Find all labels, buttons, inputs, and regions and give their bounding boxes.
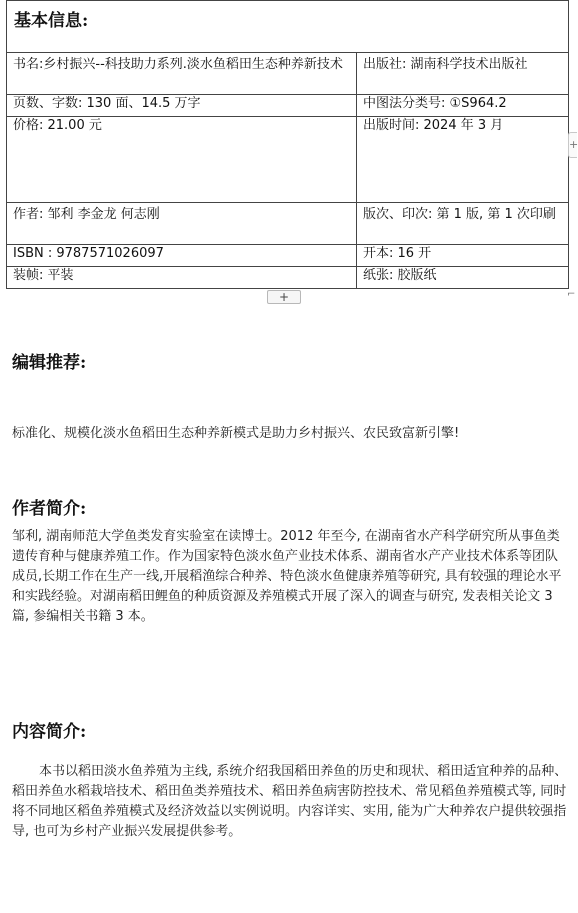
table-edge-handle[interactable]: + <box>568 132 577 158</box>
author-intro-heading: 作者简介: <box>12 499 87 519</box>
authors-cell: 作者: 邹利 李金龙 何志刚 <box>7 203 357 245</box>
content-intro-text: 本书以稻田淡水鱼养殖为主线, 系统介绍我国稻田养鱼的历史和现状、稻田适宜种养的品种、稻田养鱼水稻栽培技术、稻田鱼类养殖技术、稻田养鱼病害防控技术、常见稻鱼养殖模式等, 同时将不同地区稻鱼养殖模式及经济效益以实例说明。内容详实、实用, 能为广大种养农户提供较强指导, 也可为乡村产业振兴发展提供参考。 <box>12 764 568 839</box>
pages-words-cell: 页数、字数: 130 面、14.5 万字 <box>7 95 357 117</box>
table-resize-handle[interactable]: ⌐ <box>567 289 576 300</box>
binding-cell: 装帧: 平装 <box>7 267 357 289</box>
pub-date-cell: 出版时间: 2024 年 3 月 <box>357 117 569 203</box>
basic-info-table <box>6 0 569 289</box>
publisher-cell: 出版社: 湖南科学技术出版社 <box>357 53 569 95</box>
price-cell: 价格: 21.00 元 <box>7 117 357 203</box>
paper-cell: 纸张: 胶版纸 <box>357 267 569 289</box>
author-intro-text: 邹利, 湖南师范大学鱼类发育实验室在读博士。2012 年至今, 在湖南省水产科学研究所从事鱼类遗传育种与健康养殖工作。作为国家特色淡水鱼产业技术体系、湖南省水产产业技术体系等团队成员,长期工作在生产一线,开展稻渔综合种养、特色淡水鱼健康养殖等研究, 具有较强的理论水平和实践经验。对湖南稻田鲤鱼的种质资源及养殖模式开展了深入的调查与研究, 发表相关论文 3 篇, 参编相关书籍 3 本。 <box>12 529 562 624</box>
clc-cell: 中图法分类号: ①S964.2 <box>357 95 569 117</box>
add-row-button[interactable]: + <box>267 290 301 304</box>
editor-recommendation-text: 标准化、规模化淡水鱼稻田生态种养新模式是助力乡村振兴、农民致富新引擎! <box>12 426 460 441</box>
format-cell: 开本: 16 开 <box>357 245 569 267</box>
book-name-cell: 书名:乡村振兴--科技助力系列.淡水鱼稻田生态种养新技术 <box>7 53 357 95</box>
isbn-cell: ISBN : 9787571026097 <box>7 245 357 267</box>
content-intro-heading: 内容简介: <box>12 722 87 742</box>
editor-recommendation-heading: 编辑推荐: <box>12 353 87 373</box>
basic-info-title: 基本信息: <box>7 1 569 53</box>
edition-cell: 版次、印次: 第 1 版, 第 1 次印刷 <box>357 203 569 245</box>
